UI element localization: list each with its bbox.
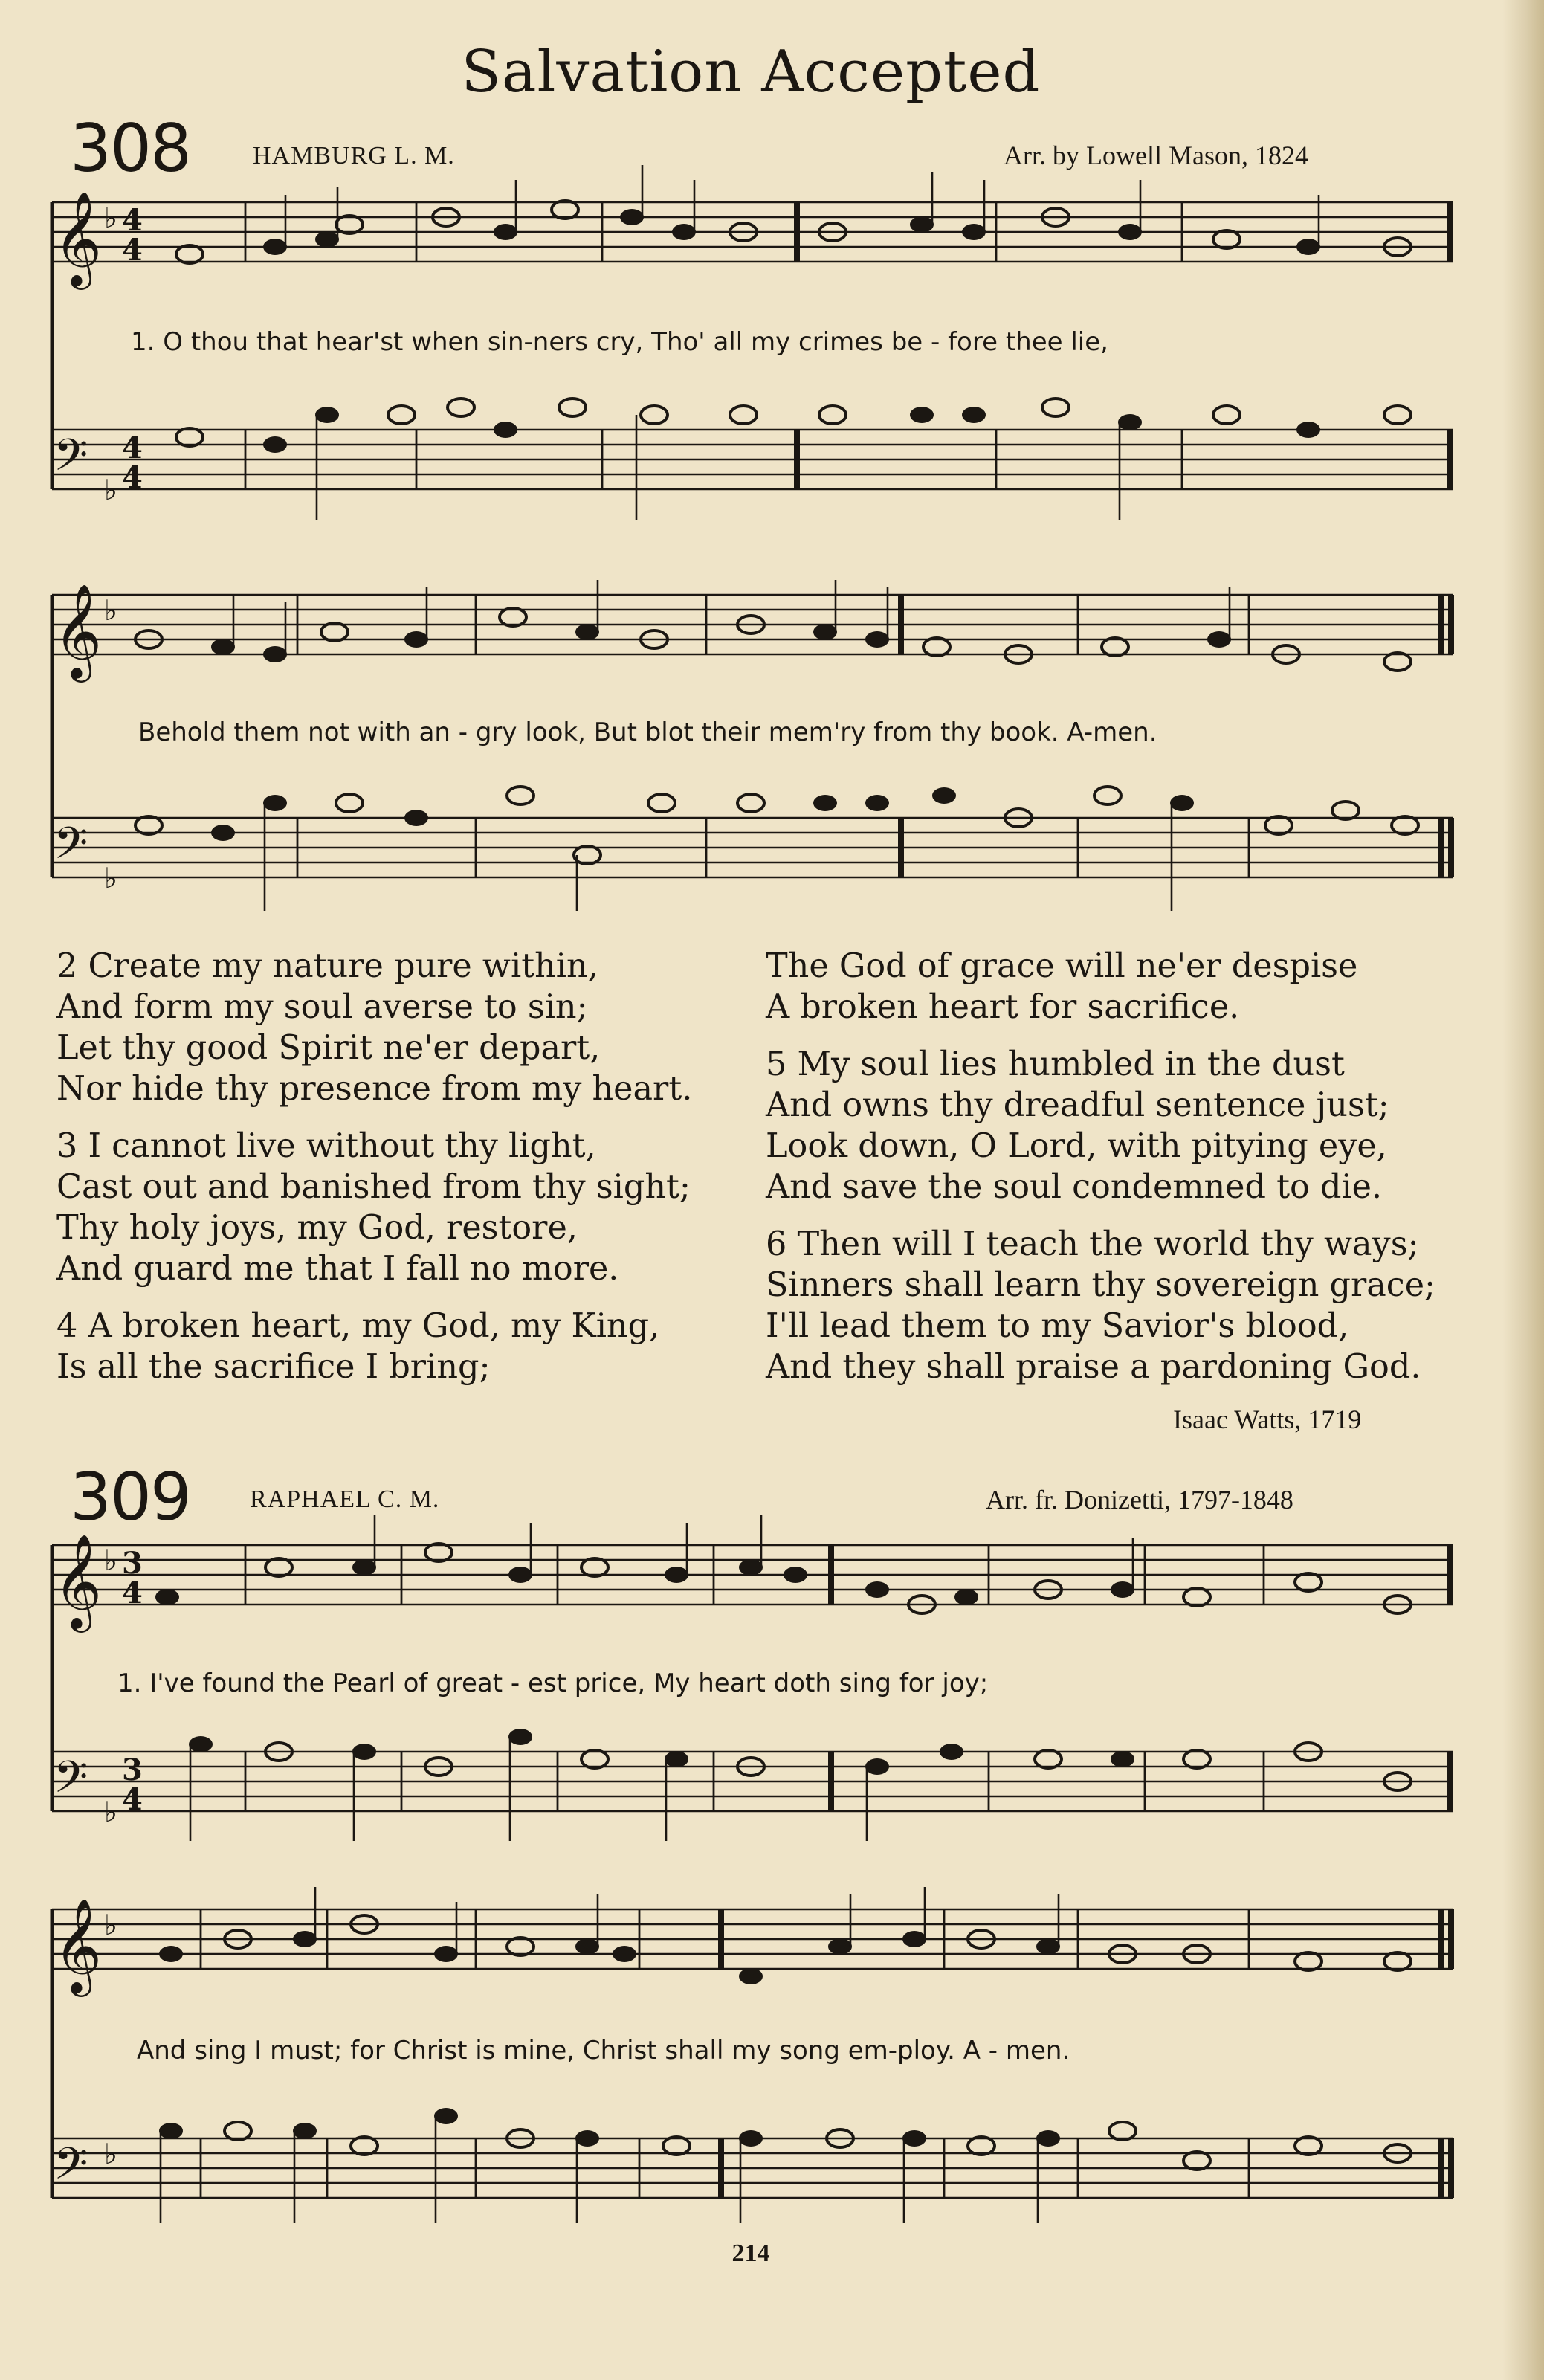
lyric-line-309-1: 1. I've found the Pearl of great - est price, My heart doth sing for joy; [117, 1668, 989, 1698]
verse-line: Sinners shall learn thy sovereign grace; [766, 1266, 1436, 1304]
key-flat-icon-309: ♭ [104, 1544, 117, 1577]
key-flat-icon: ♭ [104, 201, 117, 234]
bass-clef-icon: 𝄢 [54, 429, 88, 491]
verse-line: And owns thy dreadful sentence just; [766, 1086, 1389, 1124]
key-flat-icon-309-2: ♭ [104, 1909, 117, 1941]
tune-name-309: RAPHAEL C. M. [250, 1486, 440, 1513]
treble-staff-309-2 [52, 1909, 1453, 1969]
lyric-line-309-2: And sing I must; for Christ is mine, Christ shall my song em-ploy. A - men. [137, 2036, 1070, 2065]
notes-bass-309-2 [159, 2108, 1411, 2223]
verse-line: Thy holy joys, my God, restore, [56, 1209, 578, 1247]
hymn-number-308: 308 [70, 110, 190, 187]
key-flat-icon-2: ♭ [104, 594, 117, 627]
author-308: Isaac Watts, 1719 [1173, 1405, 1362, 1434]
treble-clef-icon: 𝄞 [54, 190, 103, 286]
treble-clef-icon-309: 𝄞 [54, 1533, 103, 1628]
verse-line: Let thy good Spirit ne'er depart, [56, 1029, 601, 1067]
bass-clef-icon-309: 𝄢 [54, 1751, 88, 1813]
treble-clef-icon-2: 𝄞 [54, 583, 103, 678]
verse-line: I'll lead them to my Savior's blood, [766, 1307, 1349, 1345]
verse-line: A broken heart for sacrifice. [766, 988, 1240, 1026]
treble-clef-icon-309-2: 𝄞 [54, 1897, 103, 1993]
section-title: Salvation Accepted [461, 39, 1041, 106]
arranger-309: Arr. fr. Donizetti, 1797-1848 [986, 1485, 1293, 1515]
verse-line: Cast out and banished from thy sight; [56, 1168, 691, 1206]
verse-line: And save the soul condemned to die. [766, 1168, 1383, 1206]
verse-line: The God of grace will ne'er despise [766, 947, 1358, 985]
verse-line: 3 I cannot live without thy light, [56, 1127, 596, 1165]
key-flat-icon-bass-2: ♭ [104, 862, 117, 894]
time-sig-top-309: 3 [122, 1546, 143, 1581]
verse-line: 4 A broken heart, my God, my King, [56, 1307, 660, 1345]
notes-treble-309-2 [159, 1887, 1411, 1984]
lyric-line-308-1: 1. O thou that hear'st when sin-ners cry, Tho' all my crimes be - fore thee lie, [131, 327, 1108, 357]
verse-line: 2 Create my nature pure within, [56, 947, 598, 985]
verse-line: And guard me that I fall no more. [56, 1250, 619, 1288]
verse-line: Nor hide thy presence from my heart. [56, 1070, 693, 1108]
arranger-308: Arr. by Lowell Mason, 1824 [1004, 141, 1308, 170]
hymn-number-309: 309 [70, 1459, 190, 1535]
bass-staff-309-2 [52, 2138, 1453, 2198]
page-edge-shadow [1502, 0, 1544, 2380]
verse-line: 6 Then will I teach the world thy ways; [766, 1225, 1419, 1263]
page-number: 214 [731, 2239, 770, 2267]
verse-line: Look down, O Lord, with pitying eye, [766, 1127, 1387, 1165]
bass-clef-icon-2: 𝄢 [54, 817, 88, 880]
time-sig-bottom-bass-309: 4 [122, 1782, 143, 1817]
lyric-line-308-2: Behold them not with an - gry look, But blot their mem'ry from thy book. A-men. [138, 717, 1157, 747]
key-flat-icon-bass: ♭ [104, 474, 117, 506]
key-flat-icon-bass-309-2: ♭ [104, 2138, 117, 2170]
verse-line: And form my soul averse to sin; [56, 988, 588, 1026]
bass-clef-icon-309-2: 𝄢 [54, 2138, 88, 2200]
time-sig-bottom-bass: 4 [122, 460, 143, 495]
time-sig-top-bass: 4 [122, 430, 143, 465]
time-sig-top: 4 [122, 203, 143, 238]
time-sig-top-bass-309: 3 [122, 1752, 143, 1787]
key-flat-icon-bass-309: ♭ [104, 1796, 117, 1828]
verse-line: 5 My soul lies humbled in the dust [766, 1045, 1345, 1083]
tune-name-308: HAMBURG L. M. [253, 142, 455, 170]
time-sig-bottom-309: 4 [122, 1576, 143, 1610]
time-sig-bottom: 4 [122, 233, 143, 268]
verse-line: Is all the sacrifice I bring; [56, 1348, 491, 1386]
verse-line: And they shall praise a pardoning God. [766, 1348, 1421, 1386]
